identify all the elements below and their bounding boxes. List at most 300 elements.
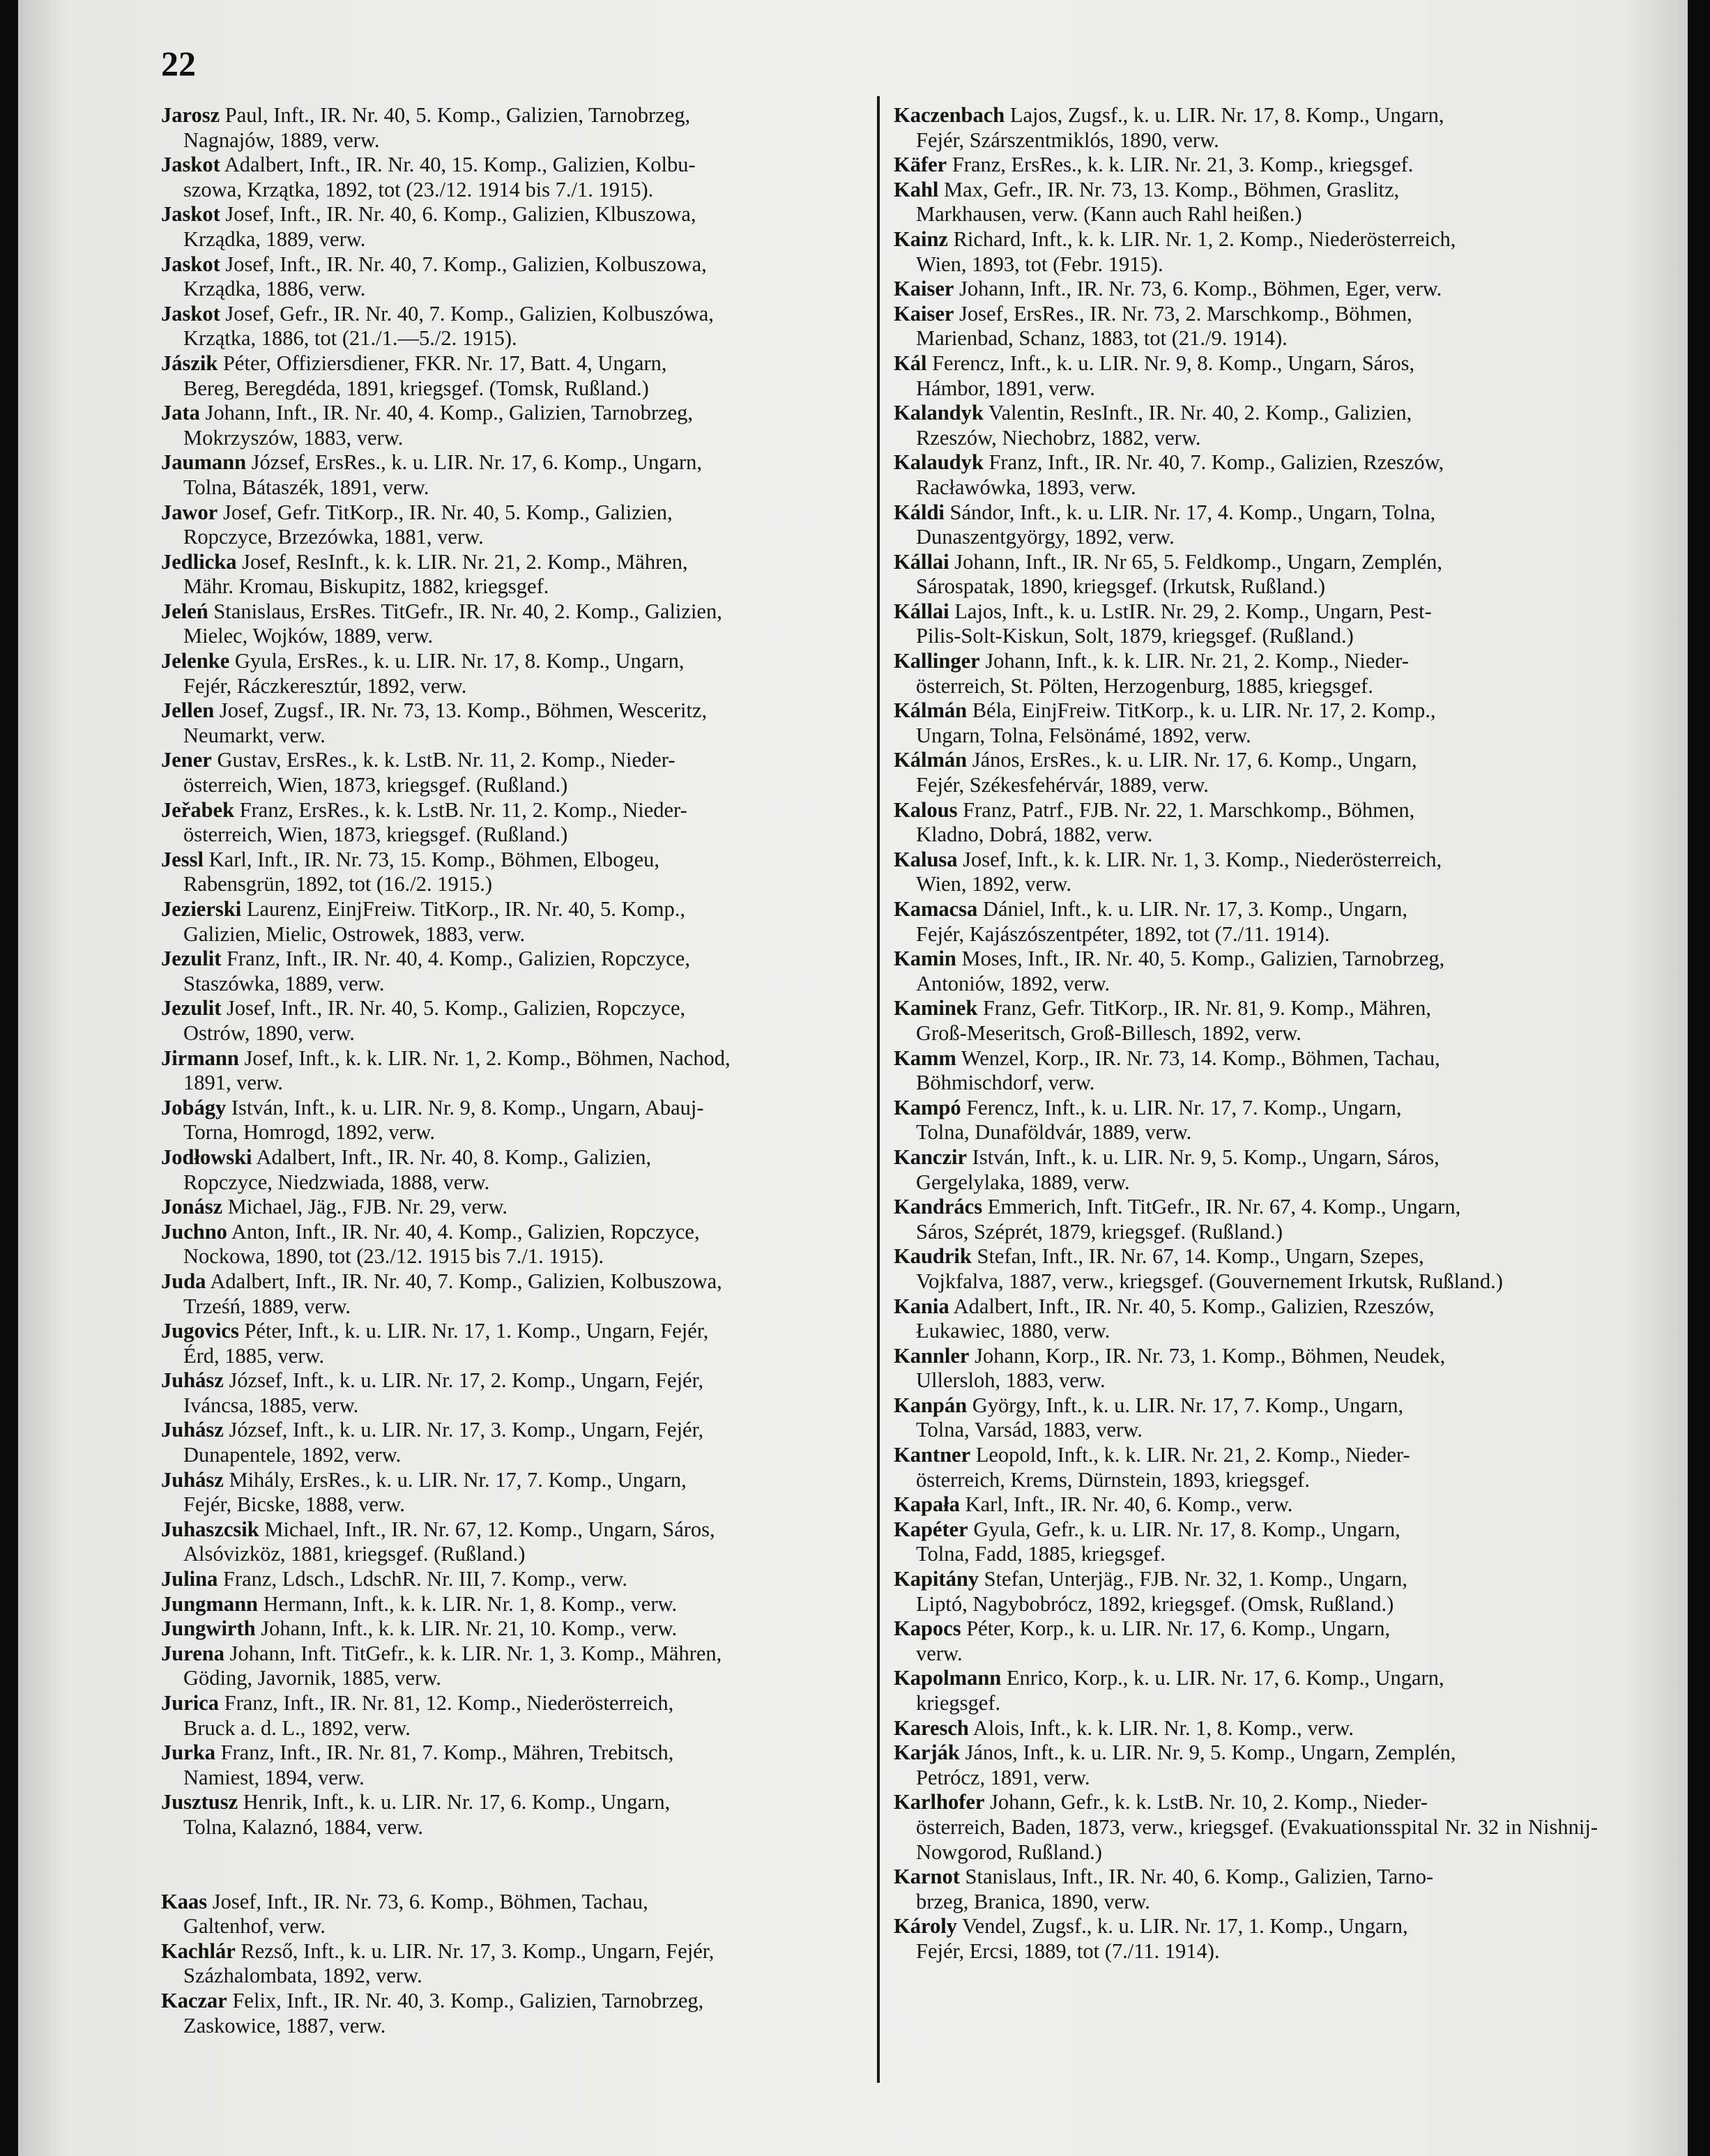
entry-continuation: Galizien, Mielic, Ostrowek, 1883, verw. [183,922,526,946]
list-item [894,1567,1598,1616]
entry-details: Ferencz, Inft., k. u. LIR. Nr. 17, 7. Komp., Ungarn, [961,1095,1402,1119]
entry-surname: Kantner [894,1443,971,1467]
entry-continuation: kriegsgef. [916,1691,1001,1715]
entry-continuation: Wien, 1893, tot (Febr. 1915). [916,252,1163,276]
list-item [161,153,868,202]
entry-details: Dániel, Inft., k. u. LIR. Nr. 17, 3. Komp., Ungarn, [977,897,1407,921]
entry-details: Josef, ErsRes., IR. Nr. 73, 2. Marschkomp., Böhmen, [954,301,1412,326]
entry-surname: Jobágy [161,1095,227,1119]
entry-surname: Kalusa [894,847,958,871]
entry-surname: Kapała [894,1492,960,1517]
entry-surname: Jurka [161,1741,215,1765]
entry-continuation: Marienbad, Schanz, 1883, tot (21./9. 1914). [916,326,1288,351]
entry-surname: Jungmann [161,1591,259,1616]
entry-details: János, Inft., k. u. LIR. Nr. 9, 5. Komp., Ungarn, Zemplén, [959,1741,1456,1765]
entry-continuation: Fejér, Kajászószentpéter, 1892, tot (7./11. 1914). [916,922,1330,946]
entry-surname: Kandrács [894,1195,983,1219]
entry-details: Rezső, Inft., k. u. LIR. Nr. 17, 3. Komp., Ungarn, Fejér, [235,1939,715,1963]
entry-surname: Jurica [161,1691,220,1715]
entry-continuation: Nockowa, 1890, tot (23./12. 1915 bis 7./1. 1915). [183,1244,604,1269]
list-item [894,1914,1598,1964]
entry-continuation: Krzątka, 1886, tot (21./1.—5./2. 1915). [183,326,517,351]
entry-continuation: 1891, verw. [183,1071,283,1095]
list-item [894,1195,1598,1244]
list-item [894,649,1598,698]
list-item [894,897,1598,947]
list-item [161,698,868,748]
entry-details: Max, Gefr., IR. Nr. 73, 13. Komp., Böhmen, Graslitz, [938,177,1400,201]
entry-details: Hermann, Inft., k. k. LIR. Nr. 1, 8. Komp., verw. [258,1591,678,1616]
list-item [161,1567,868,1592]
entry-details: József, Inft., k. u. LIR. Nr. 17, 3. Komp., Ungarn, Fejér, [223,1418,704,1442]
entry-continuation: Bruck a. d. L., 1892, verw. [183,1715,411,1740]
entry-surname: Karnot [894,1865,960,1889]
entry-continuation: Krządka, 1886, verw. [183,277,366,301]
entry-continuation: Alsóvizköz, 1881, kriegsgef. (Rußland.) [183,1542,526,1566]
entry-details: Adalbert, Inft., IR. Nr. 40, 15. Komp., Galizien, Kolbu- [220,153,696,177]
list-item [161,450,868,500]
entry-details: Stanislaus, ErsRes. TitGefr., IR. Nr. 40, 2. Komp., Galizien, [208,599,722,623]
entry-surname: Jurena [161,1641,224,1665]
entry-surname: Jodłowski [161,1145,252,1169]
list-item [161,103,868,153]
entry-details: Johann, Inft., IR. Nr. 73, 6. Komp., Böhmen, Eger, verw. [954,277,1442,301]
entry-details: Josef, Inft., IR. Nr. 40, 7. Komp., Galizien, Kolbuszowa, [220,252,707,276]
entry-surname: Kaudrik [894,1244,972,1269]
entry-details: Franz, Gefr. TitKorp., IR. Nr. 81, 9. Komp., Mähren, [977,996,1431,1020]
entry-details: Anton, Inft., IR. Nr. 40, 4. Komp., Galizien, Ropczyce, [227,1219,700,1244]
list-item [161,1741,868,1790]
entry-continuation: österreich, Wien, 1873, kriegsgef. (Rußland.) [183,823,568,847]
list-item [894,1046,1598,1096]
entry-details: Johann, Korp., IR. Nr. 73, 1. Komp., Böhmen, Neudek, [969,1343,1446,1368]
entry-details: Richard, Inft., k. k. LIR. Nr. 1, 2. Komp., Niederösterreich, [947,227,1456,251]
entry-surname: Karesch [894,1715,969,1740]
entry-details: Johann, Inft. TitGefr., k. k. LIR. Nr. 1, 3. Komp., Mähren, [224,1641,722,1665]
entry-surname: Karják [894,1741,960,1765]
list-item [894,947,1598,996]
entry-continuation: Ropczyce, Brzezówka, 1881, verw. [183,525,484,549]
entry-continuation: Ropczyce, Niedzwiada, 1888, verw. [183,1170,490,1194]
left-column [161,103,868,2038]
entry-continuation: Tolna, Dunaföldvár, 1889, verw. [916,1120,1192,1145]
entry-continuation: Tolna, Bátaszék, 1891, verw. [183,475,429,499]
entry-surname: Jezulit [161,947,222,971]
entry-surname: Jellen [161,698,215,723]
entry-surname: Kampó [894,1095,961,1119]
entry-continuation: Torna, Homrogd, 1892, verw. [183,1120,435,1145]
entry-details: János, ErsRes., k. u. LIR. Nr. 17, 6. Komp., Ungarn, [967,748,1417,772]
entry-details: Péter, Korp., k. u. LIR. Nr. 17, 6. Komp., Ungarn, [961,1616,1391,1641]
entry-surname: Kál [894,351,927,375]
entry-surname: Jusztusz [161,1790,238,1814]
entry-details: György, Inft., k. u. LIR. Nr. 17, 7. Komp., Ungarn, [967,1393,1404,1417]
entry-surname: Jawor [161,500,218,524]
entry-surname: Juda [161,1269,206,1293]
list-item [161,1468,868,1517]
entry-continuation: Sárospatak, 1890, kriegsgef. (Irkutsk, Rußland.) [916,574,1326,599]
list-item [161,996,868,1046]
entry-surname: Kálmán [894,748,968,772]
entry-surname: Kállai [894,549,949,574]
list-item [894,1666,1598,1715]
entry-details: Josef, Inft., k. k. LIR. Nr. 1, 2. Komp., Böhmen, Nachod, [238,1046,731,1070]
entry-details: Vendel, Zugsf., k. u. LIR. Nr. 17, 1. Komp., Ungarn, [956,1914,1408,1939]
entry-surname: Jungwirth [161,1616,256,1641]
entry-continuation: Iváncsa, 1885, verw. [183,1393,359,1417]
entry-surname: Kalous [894,797,958,822]
entry-surname: Károly [894,1914,957,1939]
entry-surname: Kamm [894,1046,956,1070]
entry-details: Ferencz, Inft., k. u. LIR. Nr. 9, 8. Komp., Ungarn, Sáros, [926,351,1415,375]
entry-continuation: Rzeszów, Niechobrz, 1882, verw. [916,425,1201,450]
entry-continuation: Mielec, Wojków, 1889, verw. [183,624,434,648]
entry-continuation: Trześń, 1889, verw. [183,1294,351,1318]
list-item [161,1046,868,1096]
list-item [894,450,1598,500]
entry-details: József, ErsRes., k. u. LIR. Nr. 17, 6. Komp., Ungarn, [246,450,703,475]
entry-surname: Kapolmann [894,1666,1002,1690]
list-item [161,748,868,797]
entry-surname: Jessl [161,847,204,871]
entry-surname: Juhász [161,1418,224,1442]
entry-details: Josef, Gefr. TitKorp., IR. Nr. 40, 5. Komp., Galizien, [217,500,673,524]
entry-continuation: szowa, Krzątka, 1892, tot (23./12. 1914 bis 7./1. 1915). [183,177,654,201]
entry-surname: Jászik [161,351,218,375]
entry-details: Josef, Inft., k. k. LIR. Nr. 1, 3. Komp., Niederösterreich, [957,847,1442,871]
entry-details: Josef, Zugsf., IR. Nr. 73, 13. Komp., Böhmen, Wesceritz, [214,698,708,723]
entry-continuation: Fejér, Ráczkeresztúr, 1892, verw. [183,673,467,698]
entry-details: Johann, Gefr., k. k. LstB. Nr. 10, 2. Komp., Nieder- [984,1790,1428,1814]
entry-details: Emmerich, Inft. TitGefr., IR. Nr. 67, 4. Komp., Ungarn, [982,1195,1461,1219]
list-item [161,1220,868,1269]
entry-continuation: Fejér, Ercsi, 1889, tot (7./11. 1914). [916,1939,1220,1963]
entry-details: Johann, Inft., k. k. LIR. Nr. 21, 10. Komp., verw. [255,1616,678,1641]
list-item [894,1344,1598,1393]
entry-continuation: Fejér, Bicske, 1888, verw. [183,1492,405,1517]
right-column [894,103,1598,1964]
entry-surname: Juhaszcsik [161,1517,259,1541]
list-item [894,1741,1598,1790]
list-item [161,1790,868,1840]
entry-surname: Kálmán [894,698,968,723]
entry-surname: Kanczir [894,1145,968,1169]
entry-continuation: Göding, Javornik, 1885, verw. [183,1666,441,1690]
entry-details: Laurenz, EinjFreiw. TitKorp., IR. Nr. 40, 5. Komp., [241,897,685,921]
entry-details: József, Inft., k. u. LIR. Nr. 17, 2. Komp., Ungarn, Fejér, [223,1368,704,1393]
entry-details: Johann, Inft., IR. Nr. 40, 4. Komp., Galizien, Tarnobrzeg, [199,401,694,425]
entry-surname: Jarosz [161,103,220,127]
entry-continuation: Markhausen, verw. (Kann auch Rahl heißen.) [916,202,1302,227]
entry-details: Alois, Inft., k. k. LIR. Nr. 1, 8. Komp., verw. [968,1715,1354,1740]
list-item [161,401,868,450]
entry-surname: Káldi [894,500,945,524]
list-item [894,277,1598,302]
entry-details: Franz, Inft., IR. Nr. 81, 7. Komp., Mähren, Trebitsch, [215,1741,674,1765]
entry-continuation: Ullersloh, 1883, verw. [916,1368,1106,1393]
list-item [161,1096,868,1145]
entry-details: Josef, ResInft., k. k. LIR. Nr. 21, 2. Komp., Mähren, [236,549,688,574]
entry-details: Stanislaus, Inft., IR. Nr. 40, 6. Komp., Galizien, Tarno- [959,1865,1434,1889]
list-item [894,748,1598,797]
entry-continuation: Ostrów, 1890, verw. [183,1020,355,1045]
entry-continuation: Neumarkt, verw. [183,723,326,747]
entry-continuation: Fejér, Szárszentmiklós, 1890, verw. [916,128,1219,152]
entry-continuation: österreich, Krems, Dürnstein, 1893, kriegsgef. [916,1467,1310,1492]
entry-continuation: Dunaszentgyörgy, 1892, verw. [916,525,1175,549]
entry-continuation: Pilis-Solt-Kiskun, Solt, 1879, kriegsgef. (Rußland.) [916,624,1354,648]
entry-continuation: Galtenhof, verw. [183,1914,326,1939]
entry-continuation: Bereg, Beregdéda, 1891, kriegsgef. (Tomsk, Rußland.) [183,376,649,400]
entry-surname: Jedlicka [161,549,237,574]
entry-continuation: Böhmischdorf, verw. [916,1071,1095,1095]
list-item [161,1418,868,1467]
entry-details: Josef, Gefr., IR. Nr. 40, 7. Komp., Galizien, Kolbuszówa, [220,301,714,326]
entry-continuation: Gergelylaka, 1889, verw. [916,1170,1130,1194]
entry-continuation: österreich, St. Pölten, Herzogenburg, 1885, kriegsgef. [916,673,1373,698]
entry-continuation: Sáros, Széprét, 1879, kriegsgef. (Rußland.) [916,1219,1283,1244]
entry-surname: Jener [161,748,212,772]
list-item [894,500,1598,550]
list-item [894,1616,1598,1666]
entry-details: Stefan, Inft., IR. Nr. 67, 14. Komp., Ungarn, Szepes, [971,1244,1424,1269]
entry-continuation: Petrócz, 1891, verw. [916,1765,1090,1789]
entry-surname: Kállai [894,599,949,623]
entry-details: Gustav, ErsRes., k. k. LstB. Nr. 11, 2. Komp., Nieder- [211,748,675,772]
list-item [161,550,868,599]
list-item [894,1443,1598,1492]
entry-details: Paul, Inft., IR. Nr. 40, 5. Komp., Galizien, Tarnobrzeg, [220,103,691,127]
document-page [18,0,1688,2156]
entry-surname: Kalandyk [894,401,984,425]
list-item [894,848,1598,897]
entry-details: Felix, Inft., IR. Nr. 40, 3. Komp., Galizien, Tarnobrzeg, [227,1988,704,2012]
list-item [894,698,1598,748]
list-item [894,798,1598,848]
entry-continuation: Mokrzyszów, 1883, verw. [183,425,404,450]
entry-details: Johann, Inft., IR. Nr 65, 5. Feldkomp., Ungarn, Zemplén, [949,549,1442,574]
entry-surname: Kaczar [161,1988,227,2012]
list-item [894,1716,1598,1741]
entry-continuation: Krządka, 1889, verw. [183,227,366,251]
entry-surname: Kania [894,1294,949,1318]
list-item [161,947,868,996]
entry-surname: Jaskot [161,153,220,177]
section-gap [161,1840,868,1890]
entry-continuation: Antoniów, 1892, verw. [916,971,1110,995]
entry-details: Adalbert, Inft., IR. Nr. 40, 8. Komp., Galizien, [252,1145,652,1169]
entry-surname: Kaiser [894,301,954,326]
entry-details: Franz, Inft., IR. Nr. 81, 12. Komp., Niederösterreich, [219,1691,674,1715]
list-item [894,1096,1598,1145]
entry-details: Josef, Inft., IR. Nr. 40, 5. Komp., Galizien, Ropczyce, [221,996,686,1020]
page-number: 22 [161,44,196,83]
list-item [161,1269,868,1319]
entry-continuation: Namiest, 1894, verw. [183,1765,365,1789]
entry-details: Franz, ErsRes., k. k. LstB. Nr. 11, 2. Komp., Nieder- [234,797,687,822]
entry-details: Josef, Inft., IR. Nr. 73, 6. Komp., Böhmen, Tachau, [207,1889,648,1913]
entry-continuation: Százhalombata, 1892, verw. [183,1964,422,1988]
entry-details: Franz, Ldsch., LdschR. Nr. III, 7. Komp., verw. [217,1567,627,1591]
entry-continuation: Kladno, Dobrá, 1882, verw. [916,823,1153,847]
list-item [161,599,868,649]
entry-details: Michael, Inft., IR. Nr. 67, 12. Komp., Ungarn, Sáros, [259,1517,715,1541]
entry-surname: Juhász [161,1467,224,1492]
list-item [161,897,868,947]
list-item [894,996,1598,1046]
entry-details: Stefan, Unterjäg., FJB. Nr. 32, 1. Komp., Ungarn, [979,1567,1408,1591]
entry-surname: Jaskot [161,202,220,227]
entry-surname: Jezulit [161,996,222,1020]
entry-surname: Juhász [161,1368,224,1393]
entry-details: Johann, Inft., k. k. LIR. Nr. 21, 2. Komp., Nieder- [979,649,1409,673]
entry-surname: Jata [161,401,200,425]
entry-details: Adalbert, Inft., IR. Nr. 40, 5. Komp., Galizien, Rzeszów, [949,1294,1435,1318]
entry-continuation: brzeg, Branica, 1890, verw. [916,1889,1150,1913]
list-item [161,1592,868,1617]
list-item [161,1195,868,1220]
entry-continuation: Łukawiec, 1880, verw. [916,1319,1110,1343]
entry-details: Mihály, ErsRes., k. u. LIR. Nr. 17, 7. Komp., Ungarn, [223,1467,687,1492]
entry-surname: Karlhofer [894,1790,985,1814]
entry-surname: Jugovics [161,1319,239,1343]
list-item [161,1890,868,1939]
entry-details: Karl, Inft., IR. Nr. 40, 6. Komp., verw. [959,1492,1293,1517]
list-item [894,153,1598,178]
entry-details: Franz, Patrf., FJB. Nr. 22, 1. Marschkomp., Böhmen, [957,797,1415,822]
list-item [894,599,1598,649]
entry-surname: Jaskot [161,252,220,276]
entry-details: Valentin, ResInft., IR. Nr. 40, 2. Komp., Galizien, [983,401,1412,425]
entry-surname: Kannler [894,1343,970,1368]
list-item [161,1616,868,1642]
entry-continuation: Groß-Meseritsch, Groß-Billesch, 1892, verw. [916,1020,1301,1045]
entry-continuation: österreich, Wien, 1873, kriegsgef. (Rußland.) [183,773,568,797]
entry-continuation: verw. [916,1641,963,1665]
list-item [894,1393,1598,1443]
entry-surname: Kaczenbach [894,103,1005,127]
entry-surname: Kaiser [894,277,954,301]
entry-surname: Jeleń [161,599,208,623]
entry-continuation: Tolna, Varsád, 1883, verw. [916,1418,1143,1442]
entry-details: Franz, ErsRes., k. k. LIR. Nr. 21, 3. Komp., kriegsgef. [947,153,1414,177]
list-item [894,1145,1598,1195]
entry-details: Franz, Inft., IR. Nr. 40, 7. Komp., Galizien, Rzeszów, [983,450,1444,475]
list-item [894,178,1598,227]
entry-surname: Kamin [894,947,956,971]
entry-continuation: österreich, Baden, 1873, verw., kriegsgef. (Evakuationsspital Nr. 32 in Nishnij-Nowgorod, Rußland.) [916,1814,1598,1864]
list-item [161,1642,868,1691]
entry-details: Péter, Inft., k. u. LIR. Nr. 17, 1. Komp., Ungarn, Fejér, [238,1319,709,1343]
list-item [894,1244,1598,1294]
entry-continuation: Wien, 1892, verw. [916,872,1071,896]
entry-surname: Käfer [894,153,947,177]
list-item [894,550,1598,599]
entry-details: Sándor, Inft., k. u. LIR. Nr. 17, 4. Komp., Ungarn, Tolna, [944,500,1436,524]
entry-surname: Jaskot [161,301,220,326]
list-item [161,1691,868,1741]
entry-surname: Jezierski [161,897,242,921]
list-item [894,103,1598,153]
list-item [894,351,1598,401]
entry-details: István, Inft., k. u. LIR. Nr. 9, 5. Komp., Ungarn, Sáros, [967,1145,1440,1169]
entry-details: Gyula, Gefr., k. u. LIR. Nr. 17, 8. Komp., Ungarn, [968,1517,1400,1541]
entry-continuation: Dunapentele, 1892, verw. [183,1443,402,1467]
entry-surname: Kapéter [894,1517,968,1541]
entry-surname: Kallinger [894,649,980,673]
entry-continuation: Mähr. Kromau, Biskupitz, 1882, kriegsgef. [183,574,549,599]
list-item [161,649,868,698]
entry-details: Péter, Offiziersdiener, FKR. Nr. 17, Batt. 4, Ungarn, [217,351,667,375]
entry-details: Henrik, Inft., k. u. LIR. Nr. 17, 6. Komp., Ungarn, [238,1790,671,1814]
list-item [161,351,868,401]
entry-surname: Kaas [161,1889,208,1913]
entry-details: Wenzel, Korp., IR. Nr. 73, 14. Komp., Böhmen, Tachau, [956,1046,1440,1070]
entry-details: Michael, Jäg., FJB. Nr. 29, verw. [222,1195,508,1219]
list-item [161,848,868,897]
entry-details: Leopold, Inft., k. k. LIR. Nr. 21, 2. Komp., Nieder- [970,1443,1410,1467]
entry-details: Moses, Inft., IR. Nr. 40, 5. Komp., Galizien, Tarnobrzeg, [956,947,1445,971]
entry-continuation: Rabensgrün, 1892, tot (16./2. 1915.) [183,872,493,896]
entry-details: Adalbert, Inft., IR. Nr. 40, 7. Komp., Galizien, Kolbuszowa, [206,1269,722,1293]
entry-details: Béla, EinjFreiw. TitKorp., k. u. LIR. Nr. 17, 2. Komp., [967,698,1436,723]
entry-surname: Kachlár [161,1939,236,1963]
entry-surname: Jeřabek [161,797,235,822]
list-item [894,401,1598,450]
entry-continuation: Érd, 1885, verw. [183,1343,325,1368]
entry-continuation: Vojkfalva, 1887, verw., kriegsgef. (Gouvernement Irkutsk, Rußland.) [916,1269,1503,1293]
entry-continuation: Tolna, Kalaznó, 1884, verw. [183,1814,423,1839]
entry-details: Karl, Inft., IR. Nr. 73, 15. Komp., Böhmen, Elbogeu, [204,847,659,871]
list-item [894,1294,1598,1344]
entry-surname: Julina [161,1567,218,1591]
entry-details: Lajos, Inft., k. u. LstIR. Nr. 29, 2. Komp., Ungarn, Pest- [949,599,1432,623]
list-item [894,302,1598,351]
entry-details: Enrico, Korp., k. u. LIR. Nr. 17, 6. Komp., Ungarn, [1001,1666,1444,1690]
list-item [161,798,868,848]
entry-surname: Kanpán [894,1393,968,1417]
list-item [161,1517,868,1567]
list-item [161,1145,868,1195]
entry-continuation: Liptó, Nagybobrócz, 1892, kriegsgef. (Omsk, Rußland.) [916,1591,1394,1616]
entry-surname: Juchno [161,1219,227,1244]
list-item [161,1319,868,1368]
entry-continuation: Staszówka, 1889, verw. [183,971,385,995]
entry-surname: Kamacsa [894,897,978,921]
entry-surname: Jirmann [161,1046,239,1070]
list-item [161,1368,868,1418]
entry-continuation: Racławówka, 1893, verw. [916,475,1136,499]
entry-continuation: Tolna, Fadd, 1885, kriegsgef. [916,1542,1166,1566]
entry-details: Lajos, Zugsf., k. u. LIR. Nr. 17, 8. Komp., Ungarn, [1005,103,1444,127]
entry-details: Josef, Inft., IR. Nr. 40, 6. Komp., Galizien, Klbuszowa, [220,202,696,227]
entry-continuation: Fejér, Székesfehérvár, 1889, verw. [916,773,1209,797]
entry-surname: Kainz [894,227,948,251]
list-item [161,1939,868,1989]
entry-surname: Jaumann [161,450,247,475]
list-item [161,1989,868,2038]
list-item [894,1492,1598,1517]
entry-details: Franz, Inft., IR. Nr. 40, 4. Komp., Galizien, Ropczyce, [221,947,690,971]
entry-continuation: Zaskowice, 1887, verw. [183,2013,386,2038]
entry-surname: Kapitány [894,1567,979,1591]
list-item [894,1790,1598,1865]
entry-details: Gyula, ErsRes., k. u. LIR. Nr. 17, 8. Komp., Ungarn, [229,649,685,673]
entry-details: István, Inft., k. u. LIR. Nr. 9, 8. Komp., Ungarn, Abauj- [226,1095,704,1119]
entry-surname: Kapocs [894,1616,961,1641]
entry-surname: Kalaudyk [894,450,984,475]
entry-surname: Jonász [161,1195,223,1219]
